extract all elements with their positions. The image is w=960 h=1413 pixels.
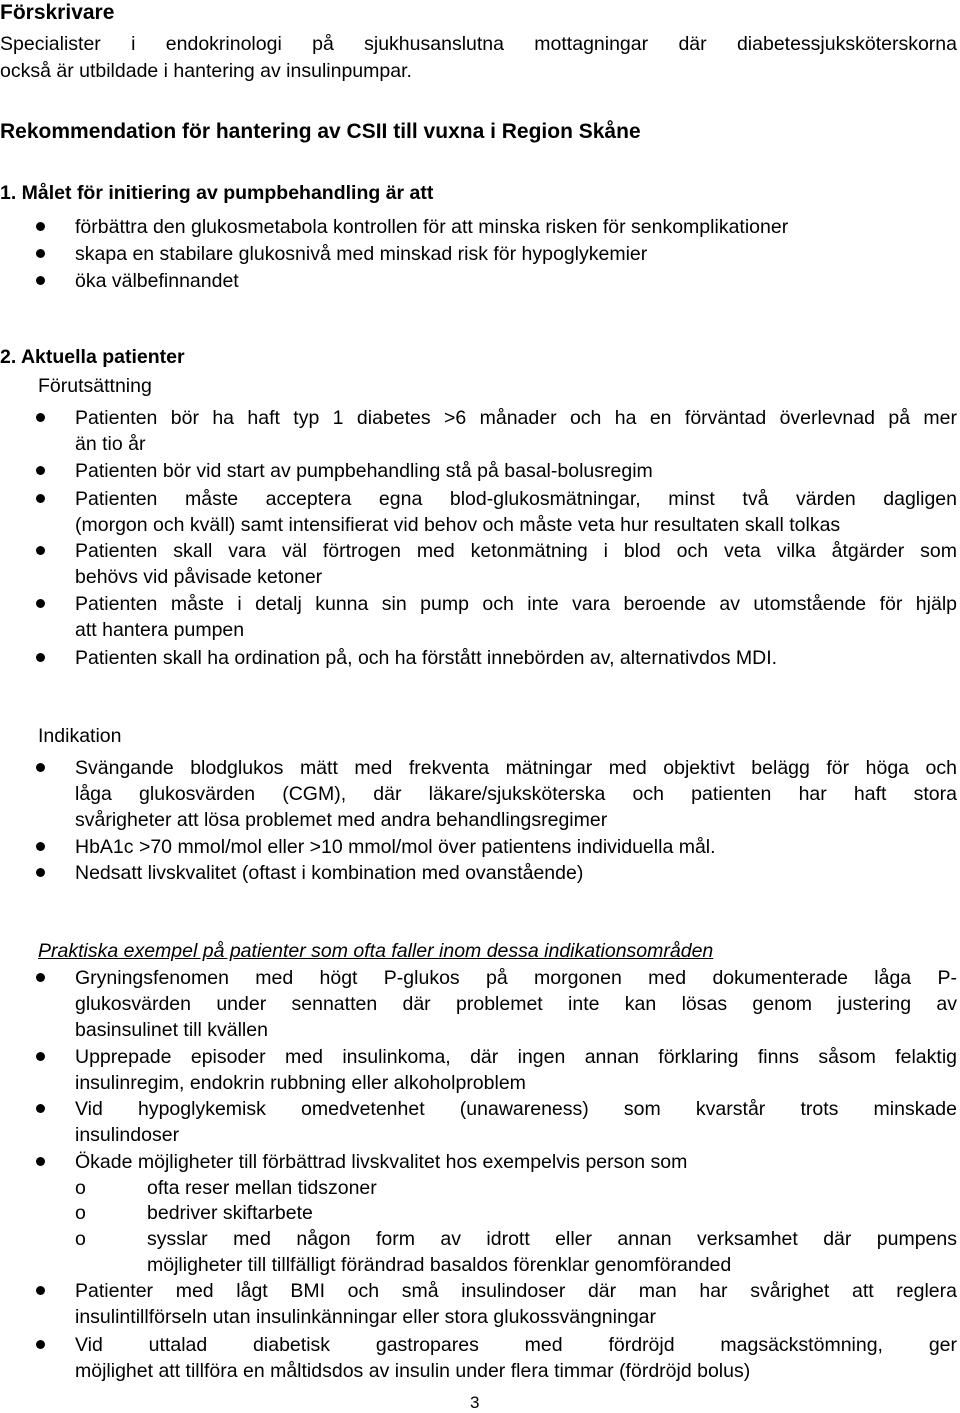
list-item-cont: basinsulinet till kvällen bbox=[75, 1019, 268, 1041]
page-number: 3 bbox=[470, 1393, 480, 1412]
bullet-icon bbox=[36, 1157, 45, 1166]
bullet-icon bbox=[36, 842, 45, 851]
list-item-cont: att hantera pumpen bbox=[75, 619, 245, 641]
list-item: öka välbefinnandet bbox=[75, 270, 239, 292]
body-line: Specialister i endokrinologi på sjukhusanslutna mottagningar där diabetessjuksköterskorna bbox=[0, 33, 957, 55]
subheading-indikation: Indikation bbox=[38, 725, 122, 747]
list-item-cont: glukosvärden under sennatten där problemet inte kan lösas genom justering av bbox=[75, 993, 957, 1015]
bullet-icon bbox=[36, 466, 45, 475]
bullet-icon bbox=[36, 546, 45, 555]
section-heading-2: 2. Aktuella patienter bbox=[0, 346, 185, 368]
sub-list-item: ofta reser mellan tidszoner bbox=[147, 1177, 377, 1199]
list-item-cont: insulinregim, endokrin rubbning eller alkoholproblem bbox=[75, 1072, 526, 1094]
list-item: Patienter med lågt BMI och små insulindoser där man har svårighet att reglera bbox=[75, 1280, 957, 1302]
bullet-icon bbox=[36, 222, 45, 231]
bullet-icon bbox=[36, 276, 45, 285]
list-item: Vid hypoglykemisk omedvetenhet (unawareness) som kvarstår trots minskade bbox=[75, 1098, 957, 1120]
list-item: Nedsatt livskvalitet (oftast i kombination med ovanstående) bbox=[75, 862, 584, 884]
section-heading-1: 1. Målet för initiering av pumpbehandling är att bbox=[0, 182, 434, 204]
bullet-icon bbox=[36, 868, 45, 877]
list-item: Svängande blodglukos mätt med frekventa mätningar med objektivt belägg för höga och bbox=[75, 757, 957, 779]
list-item: förbättra den glukosmetabola kontrollen för att minska risken för senkomplikationer bbox=[75, 216, 789, 238]
sub-list-item-cont: möjligheter till tillfälligt förändrad basaldos förenklar genomföranded bbox=[147, 1254, 732, 1276]
list-item-cont: (morgon och kväll) samt intensifierat vid behov och måste veta hur resultaten skall tolkas bbox=[75, 514, 841, 536]
list-item: Upprepade episoder med insulinkoma, där ingen annan förklaring finns såsom felaktig bbox=[75, 1046, 957, 1068]
list-item-cont: möjlighet att tillföra en måltidsdos av insulin under flera timmar (fördröjd bolus) bbox=[75, 1360, 751, 1382]
list-item: HbA1c >70 mmol/mol eller >10 mmol/mol över patientens individuella mål. bbox=[75, 836, 716, 858]
sub-bullet-icon: o bbox=[75, 1177, 86, 1199]
subheading-praktiska: Praktiska exempel på patienter som ofta faller inom dessa indikationsområden bbox=[38, 940, 714, 962]
bullet-icon bbox=[36, 494, 45, 503]
bullet-icon bbox=[36, 973, 45, 982]
sub-list-item: bedriver skiftarbete bbox=[147, 1202, 313, 1224]
bullet-icon bbox=[36, 763, 45, 772]
page-title: Rekommendation för hantering av CSII till vuxna i Region Skåne bbox=[0, 120, 641, 143]
list-item-cont: insulindoser bbox=[75, 1124, 180, 1146]
list-item: Patienten skall ha ordination på, och ha förstått innebörden av, alternativdos MDI. bbox=[75, 647, 778, 669]
list-item: Ökade möjligheter till förbättrad livskvalitet hos exempelvis person som bbox=[75, 1151, 688, 1173]
section-heading-forskrivare: Förskrivare bbox=[0, 1, 115, 24]
bullet-icon bbox=[36, 599, 45, 608]
list-item: Patienten bör vid start av pumpbehandling stå på basal-bolusregim bbox=[75, 460, 653, 482]
list-item: Patienten skall vara väl förtrogen med ketonmätning i blod och veta vilka åtgärder som bbox=[75, 540, 957, 562]
list-item: Gryningsfenomen med högt P-glukos på morgonen med dokumenterade låga P- bbox=[75, 967, 957, 989]
list-item: Vid uttalad diabetisk gastropares med fördröjd magsäckstömning, ger bbox=[75, 1334, 957, 1356]
list-item: Patienten måste i detalj kunna sin pump och inte vara beroende av utomstående för hjälp bbox=[75, 593, 957, 615]
list-item-cont: svårigheter att lösa problemet med andra behandlingsregimer bbox=[75, 809, 608, 831]
sub-bullet-icon: o bbox=[75, 1202, 86, 1224]
subheading-forutsattning: Förutsättning bbox=[38, 375, 152, 397]
bullet-icon bbox=[36, 1340, 45, 1349]
list-item-cont: låga glukosvärden (CGM), där läkare/sjuksköterska och patienten har haft stora bbox=[75, 783, 957, 805]
sub-list-item: sysslar med någon form av idrott eller annan verksamhet där pumpens bbox=[147, 1228, 957, 1250]
list-item-cont: än tio år bbox=[75, 433, 146, 455]
list-item: skapa en stabilare glukosnivå med minskad risk för hypoglykemier bbox=[75, 243, 648, 265]
list-item-cont: insulintillförseln utan insulinkänningar eller stora glukossvängningar bbox=[75, 1306, 657, 1328]
bullet-icon bbox=[36, 413, 45, 422]
bullet-icon bbox=[36, 249, 45, 258]
sub-bullet-icon: o bbox=[75, 1228, 86, 1250]
list-item: Patienten måste acceptera egna blod-glukosmätningar, minst två värden dagligen bbox=[75, 488, 957, 510]
bullet-icon bbox=[36, 653, 45, 662]
body-line: också är utbildade i hantering av insulinpumpar. bbox=[0, 60, 412, 82]
list-item: Patienten bör ha haft typ 1 diabetes >6 månader och ha en förväntad överlevnad på mer bbox=[75, 407, 957, 429]
list-item-cont: behövs vid påvisade ketoner bbox=[75, 566, 323, 588]
bullet-icon bbox=[36, 1104, 45, 1113]
bullet-icon bbox=[36, 1286, 45, 1295]
bullet-icon bbox=[36, 1052, 45, 1061]
